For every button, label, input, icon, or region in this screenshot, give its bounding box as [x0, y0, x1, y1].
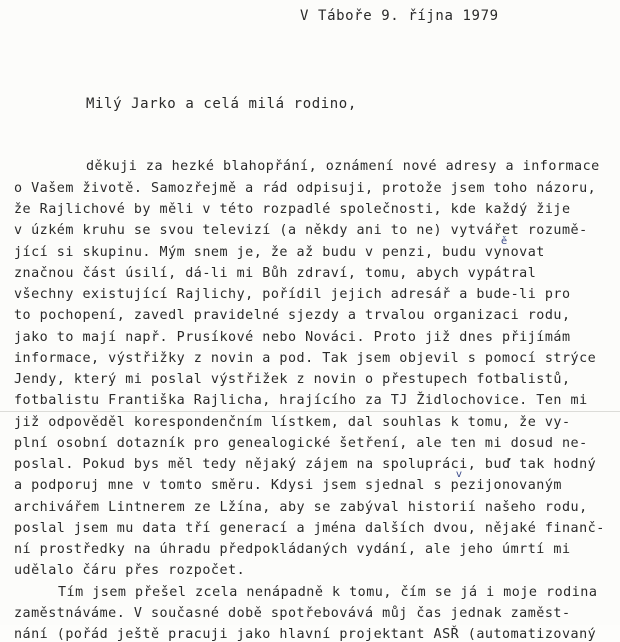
letter-date: V Táboře 9. října 1979 — [300, 8, 499, 24]
body-line: to pochopení, zavedl pravidelné sjezdy a trvalou organizaci rodu, — [14, 308, 571, 323]
body-line: Tím jsem přešel zcela nenápadně k tomu, čím se já i moje rodina — [58, 585, 598, 600]
body-line: plní osobní dotazník pro genealogické šetření, ale ten mi dosud ne- — [14, 436, 588, 451]
paper-fold-line — [0, 411, 620, 412]
body-line: děkuji za hezké blahopřání, oznámení nové adresy a informace — [86, 159, 600, 174]
pen-correction-mark: v — [456, 469, 462, 480]
body-line: nání (pořád ještě pracuji jako hlavní projektant ASŘ (automatizovaný — [14, 627, 597, 642]
body-line: jící si skupinu. Mým snem je, že až budu v penzi, budu vynovat — [14, 245, 545, 260]
body-line: Jendy, který mi poslal výstřižek z novin o přestupech fotbalistů, — [14, 372, 571, 387]
body-line: v úzkém kruhu se svou televizí (a někdy ani to ne) vytvářet rozumě- — [14, 223, 588, 238]
body-line: archivářem Lintnerem ze Lžína, aby se zabýval historií našeho rodu, — [14, 500, 588, 515]
body-line: udělalo čáru přes rozpočet. — [14, 563, 246, 578]
body-line: poslal jsem mu data tří generací a jména dalších dvou, nějaké finanč- — [14, 521, 605, 536]
body-line: poslal. Pokud bys měl tedy nějaký zájem na spolupráci, buď tak hodný — [14, 457, 597, 472]
pen-correction-mark: ě — [501, 236, 508, 247]
body-line: všechny existující Rajlichy, pořídil jejich adresář a bude-li pro — [14, 287, 571, 302]
body-line: již odpověděl korespondenčním lístkem, dal souhlas k tomu, že vy- — [14, 415, 571, 430]
body-line: informace, výstřižky z novin a pod. Tak jsem objevil s pomocí strýce — [14, 351, 597, 366]
body-line: o Vašem životě. Samozřejmě a rád odpisuji, protože jsem toho názoru, — [14, 181, 597, 196]
body-line: že Rajlichové by měli v této rozpadlé společnosti, kde každý žije — [14, 202, 571, 217]
body-line: značnou část úsilí, dá-li mi Bůh zdraví, tomu, abych vypátral — [14, 266, 537, 281]
body-line: fotbalistu Františka Rajlicha, hrajícího za TJ Židlochovice. Ten mi — [14, 393, 588, 408]
body-line: ní prostředky na úhradu předpokládaných vydání, ale jeho úmrtí mi — [14, 542, 571, 557]
body-line: zaměstnáváme. V současné době spotřebovává můj čas jednak zaměst- — [14, 606, 571, 621]
body-line: jako to mají např. Prusíkové nebo Nováci. Proto již dnes přijímám — [14, 330, 571, 345]
body-line: a podporuj mne v tomto směru. Kdysi jsem sjednal s pezijonovaným — [14, 478, 562, 493]
letter-salutation: Milý Jarko a celá milá rodino, — [86, 96, 357, 112]
